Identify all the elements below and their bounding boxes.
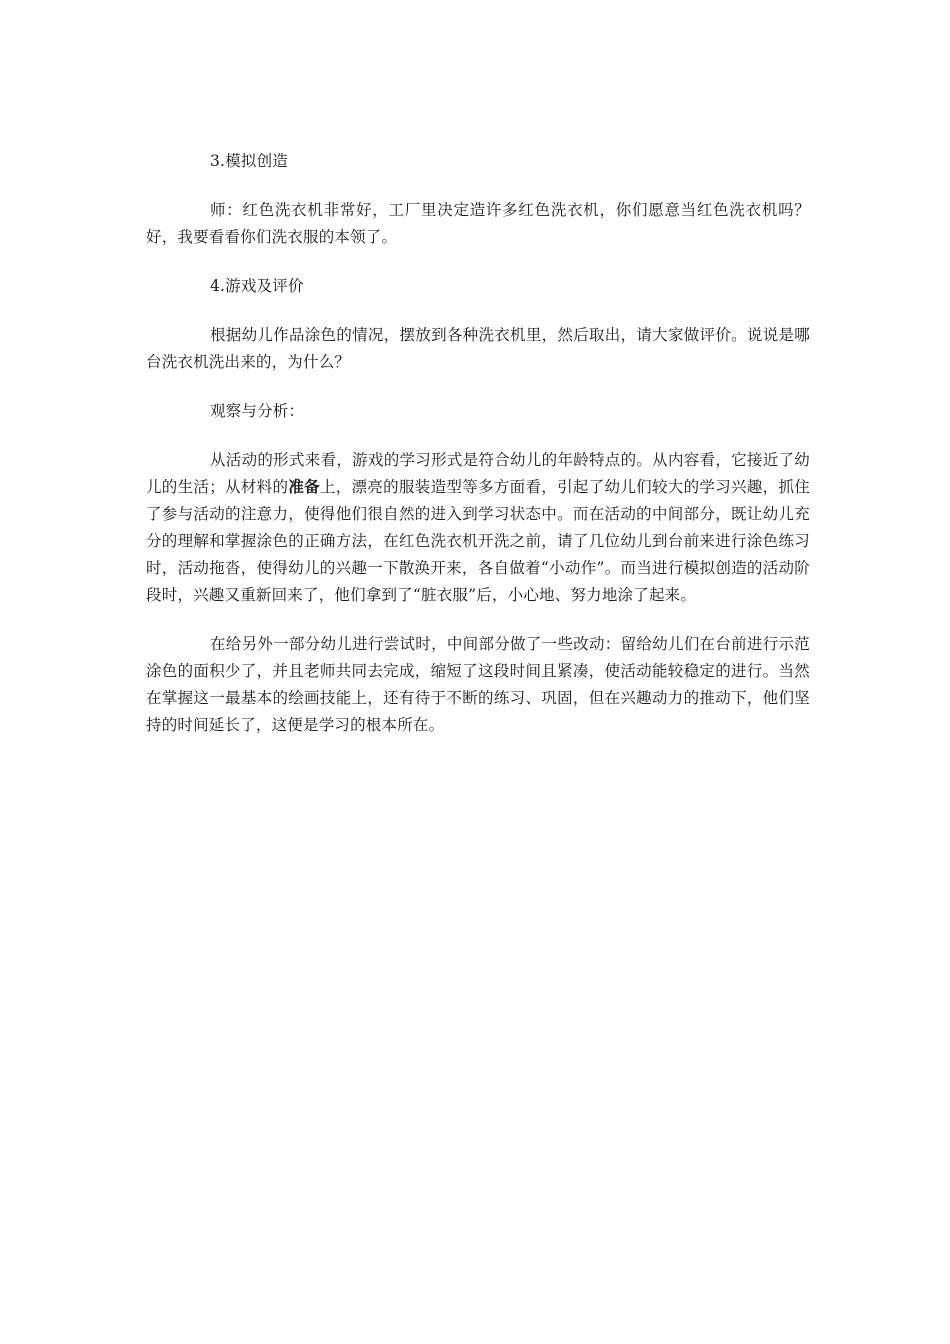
section-heading-3: 3.模拟创造 [210,152,288,170]
evaluation-paragraph: 根据幼儿作品涂色的情况，摆放到各种洗衣机里，然后取出，请大家做评价。说说是哪台洗衣机洗出来的，为什么？ [146,326,810,371]
analysis-text-part-2: 上，漂亮的服装造型等多方面看，引起了幼儿们较大的学习兴趣，抓住了参与活动的注意力，使得他们很自然的进入到学习状态中。而在活动的中间部分，既让幼儿充分的理解和掌握涂色的正确方法，在红色洗衣机开洗之前，请了几位幼儿到台前来进行涂色练习时，活动拖沓，使得幼儿的兴趣一下散涣开来，各自做着“小动作”。而当进行模拟创造的活动阶段时，兴趣又重新回来了，他们拿到了“脏衣服”后，小心地、努力地涂了起来。 [146,478,810,604]
analysis-text-part-1: 从活动的形式来看，游戏的学习形式是符合幼儿的年龄特点的。从内容看，它接近了幼儿的生活；从材料的 [146,451,810,496]
teacher-paragraph: 师：红色洗衣机非常好，工厂里决定造许多红色洗衣机，你们愿意当红色洗衣机吗？好，我要看看你们洗衣服的本领了。 [146,201,810,246]
analysis-heading: 观察与分析： [210,402,305,420]
analysis-paragraph-2: 在给另外一部分幼儿进行尝试时，中间部分做了一些改动：留给幼儿们在台前进行示范涂色的面积少了，并且老师共同去完成，缩短了这段时间且紧凑，使活动能较稳定的进行。当然在掌握这一最基本的绘画技能上，还有待于不断的练习、巩固，但在兴趣动力的推动下，他们坚持的时间延长了，这便是学习的根本所在。 [146,635,810,734]
section-heading-4: 4.游戏及评价 [210,277,304,295]
highlighted-term: 准备 [288,478,320,496]
analysis-paragraph-1 [146,447,810,609]
document-page [146,148,810,739]
